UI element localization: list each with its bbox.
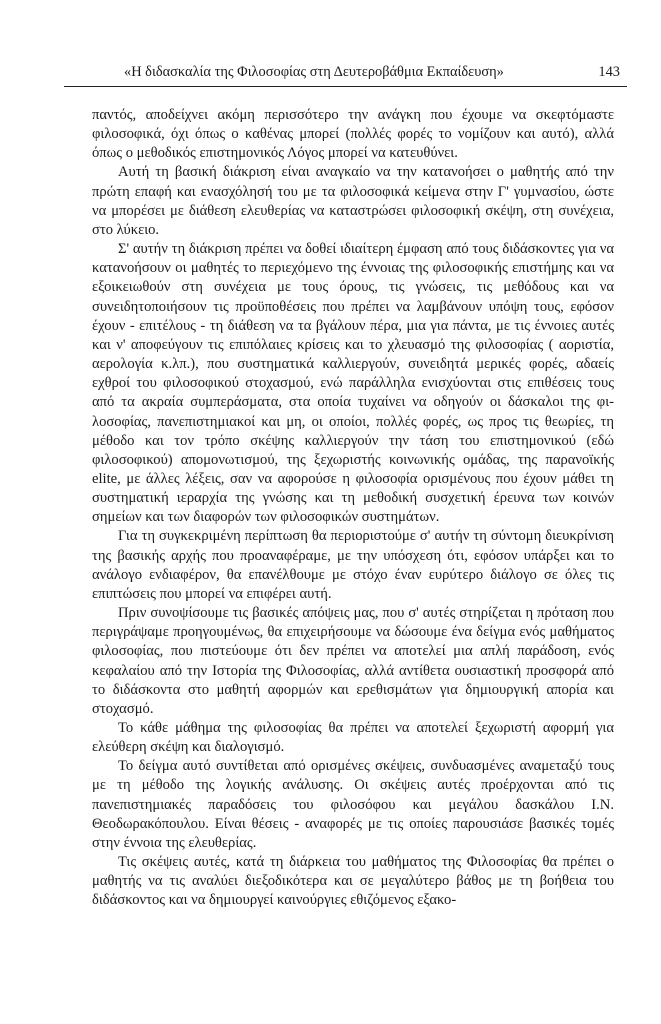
running-title: «Η διδασκαλία της Φιλοσοφίας στη Δευτεροβάθμια Εκπαίδευση» [124, 64, 504, 80]
body-text [92, 106, 614, 911]
header-rule [64, 86, 627, 87]
paragraph: Πριν συνοψίσουμε τις βασικές απόψεις μας, που σ' αυτές στηρίζεται η πρόταση που περιγράψαμε προηγουμένως, θα επιχειρήσουμε να δώσουμε ένα δείγμα ενός μαθήματος φιλοσοφίας, που πιστεύουμε ότι δεν πρέπει να αποτελεί μια απλή παράδοση, ενός κεφαλαίου από την Ιστορία της Φιλοσοφίας, αλλά αντίθετα ουσιαστική προσφορά από το διδάσκοντα στο μαθητή αφορμών και ερεθισμάτων για δημιουργική απορία και στοχασμό. [92, 605, 614, 717]
paragraph: Τις σκέψεις αυτές, κατά τη διάρκεια του μαθήματος της Φιλοσοφίας θα πρέπει ο μαθητής να τις αναλύει διεξοδικότερα και σε μεγαλύτερο βάθος με τη βοήθεια του διδάσκοντος και να δημιουργεί καινούργιες εθιζόμενος εξακο- [92, 854, 614, 909]
page-number: 143 [598, 64, 620, 80]
paragraph: Για τη συγκεκριμένη περίπτωση θα περιοριστούμε σ' αυτήν τη σύντομη διευκρίνιση της βασικής αρχής που προαναφέραμε, με την υπόσχεση ότι, εφόσον υπάρξει και το ανάλογο ενδιαφέρον, θα επανέλθουμε με στόχο έναν ευρύτερο διάλογο σε όλες τις επιπτώσεις που μπορεί να επιφέρει αυτή. [92, 528, 614, 602]
paragraph: παντός, αποδείχνει ακόμη περισσότερο την ανάγκη που έχουμε να σκεφτόμαστε φιλοσοφικά, όχι όπως ο καθένας μπορεί (πολλές φορές το νομίζουν και αυτό), αλλά όπως ο μεθοδικός επιστημονικός Λόγος μπορεί να κατευθύνει. [92, 107, 614, 162]
paragraph: Το κάθε μάθημα της φιλοσοφίας θα πρέπει να αποτελεί ξεχωριστή αφορμή για ελεύθερη σκέψη και διαλογισμό. [92, 720, 614, 756]
paragraph: Αυτή τη βασική διάκριση είναι αναγκαίο να την κατανοήσει ο μαθητής από την πρώτη επαφή και ενασχόλησή του με τα φιλοσοφικά κείμενα στην Γ' γυμνασίου, ώστε να μπορέσει με διάθεση ελευθερίας να καταστρώσει φιλοσοφική σκέψη, στη συνέχεια, στο λύκειο. [92, 164, 614, 238]
paragraph: Το δείγμα αυτό συντίθεται από ορισμένες σκέψεις, συνδυασμένες αναμεταξύ τους με τη μέθοδο της λογικής ανάλυσης. Οι σκέψεις αυτές προέρχονται από τις πανεπιστημιακές παραδόσεις του φιλοσόφου και μεγάλου δασκάλου Ι.Ν. Θεοδωρακόπουλου. Είναι θέσεις - αναφορές με τις οποίες παρουσιάσε βασικές τομές στην έννοια της ελευθερίας. [92, 758, 614, 851]
paragraph: Σ' αυτήν τη διάκριση πρέπει να δοθεί ιδιαίτερη έμφαση από τους διδάσκοντες για να κατανοήσουν οι μαθητές το περιεχόμενο της έννοιας της φιλοσοφικής επιστήμης και να εξοικειωθούν στη συνέχεια με τους όρους, τις γνώσεις, τις μεθόδους και να συνειδητοποιήσουν τις προϋποθέσεις που πρέπει να λαμβάνουν υπόψη τους, εφόσον έχουν - επιτέλους - τη διάθεση να τα βγάλουν πέρα, μια για πάντα, με τις έννοιες αυτές και ν' αποφεύγουν τις επιπόλαιες κρίσεις και το χλευασμό της φιλοσοφίας ( αοριστία, αερολογία κ.λπ.), που συστηματικά καλλιεργούν, συνειδητά μερικές φορές, αδαείς εχθροί του φιλοσοφικού στοχασμού, ενώ παράλληλα ενισχύονται στις επιθέσεις τους από τα ακραία συμπεράσματα, στα οποία τυχαίνει να οδηγούν οι δάσκαλοι της φιλοσοφίας, πανεπιστημιακοί και μη, οι οποίοι, πολλές φορές, ως προς τις θεωρίες, τη μέθοδο και τον τρόπο σκέψης καλλιεργούν την τάση του επιστημονικού (εδώ φιλοσοφικού) απομονωτισμού, της ξεχωριστής κοινωνικής ομάδας, της παρανοϊκής elite, με άλλες λέξεις, σαν να αφορούσε η φιλοσοφία ορισμένους που έχουν μάθει τη συστηματική ιεραρχία της γνώσης και τη μεθοδική συσχετική έρευνα των κοινών σημείων και των διαφορών των φιλοσοφικών συστημάτων. [92, 241, 614, 526]
